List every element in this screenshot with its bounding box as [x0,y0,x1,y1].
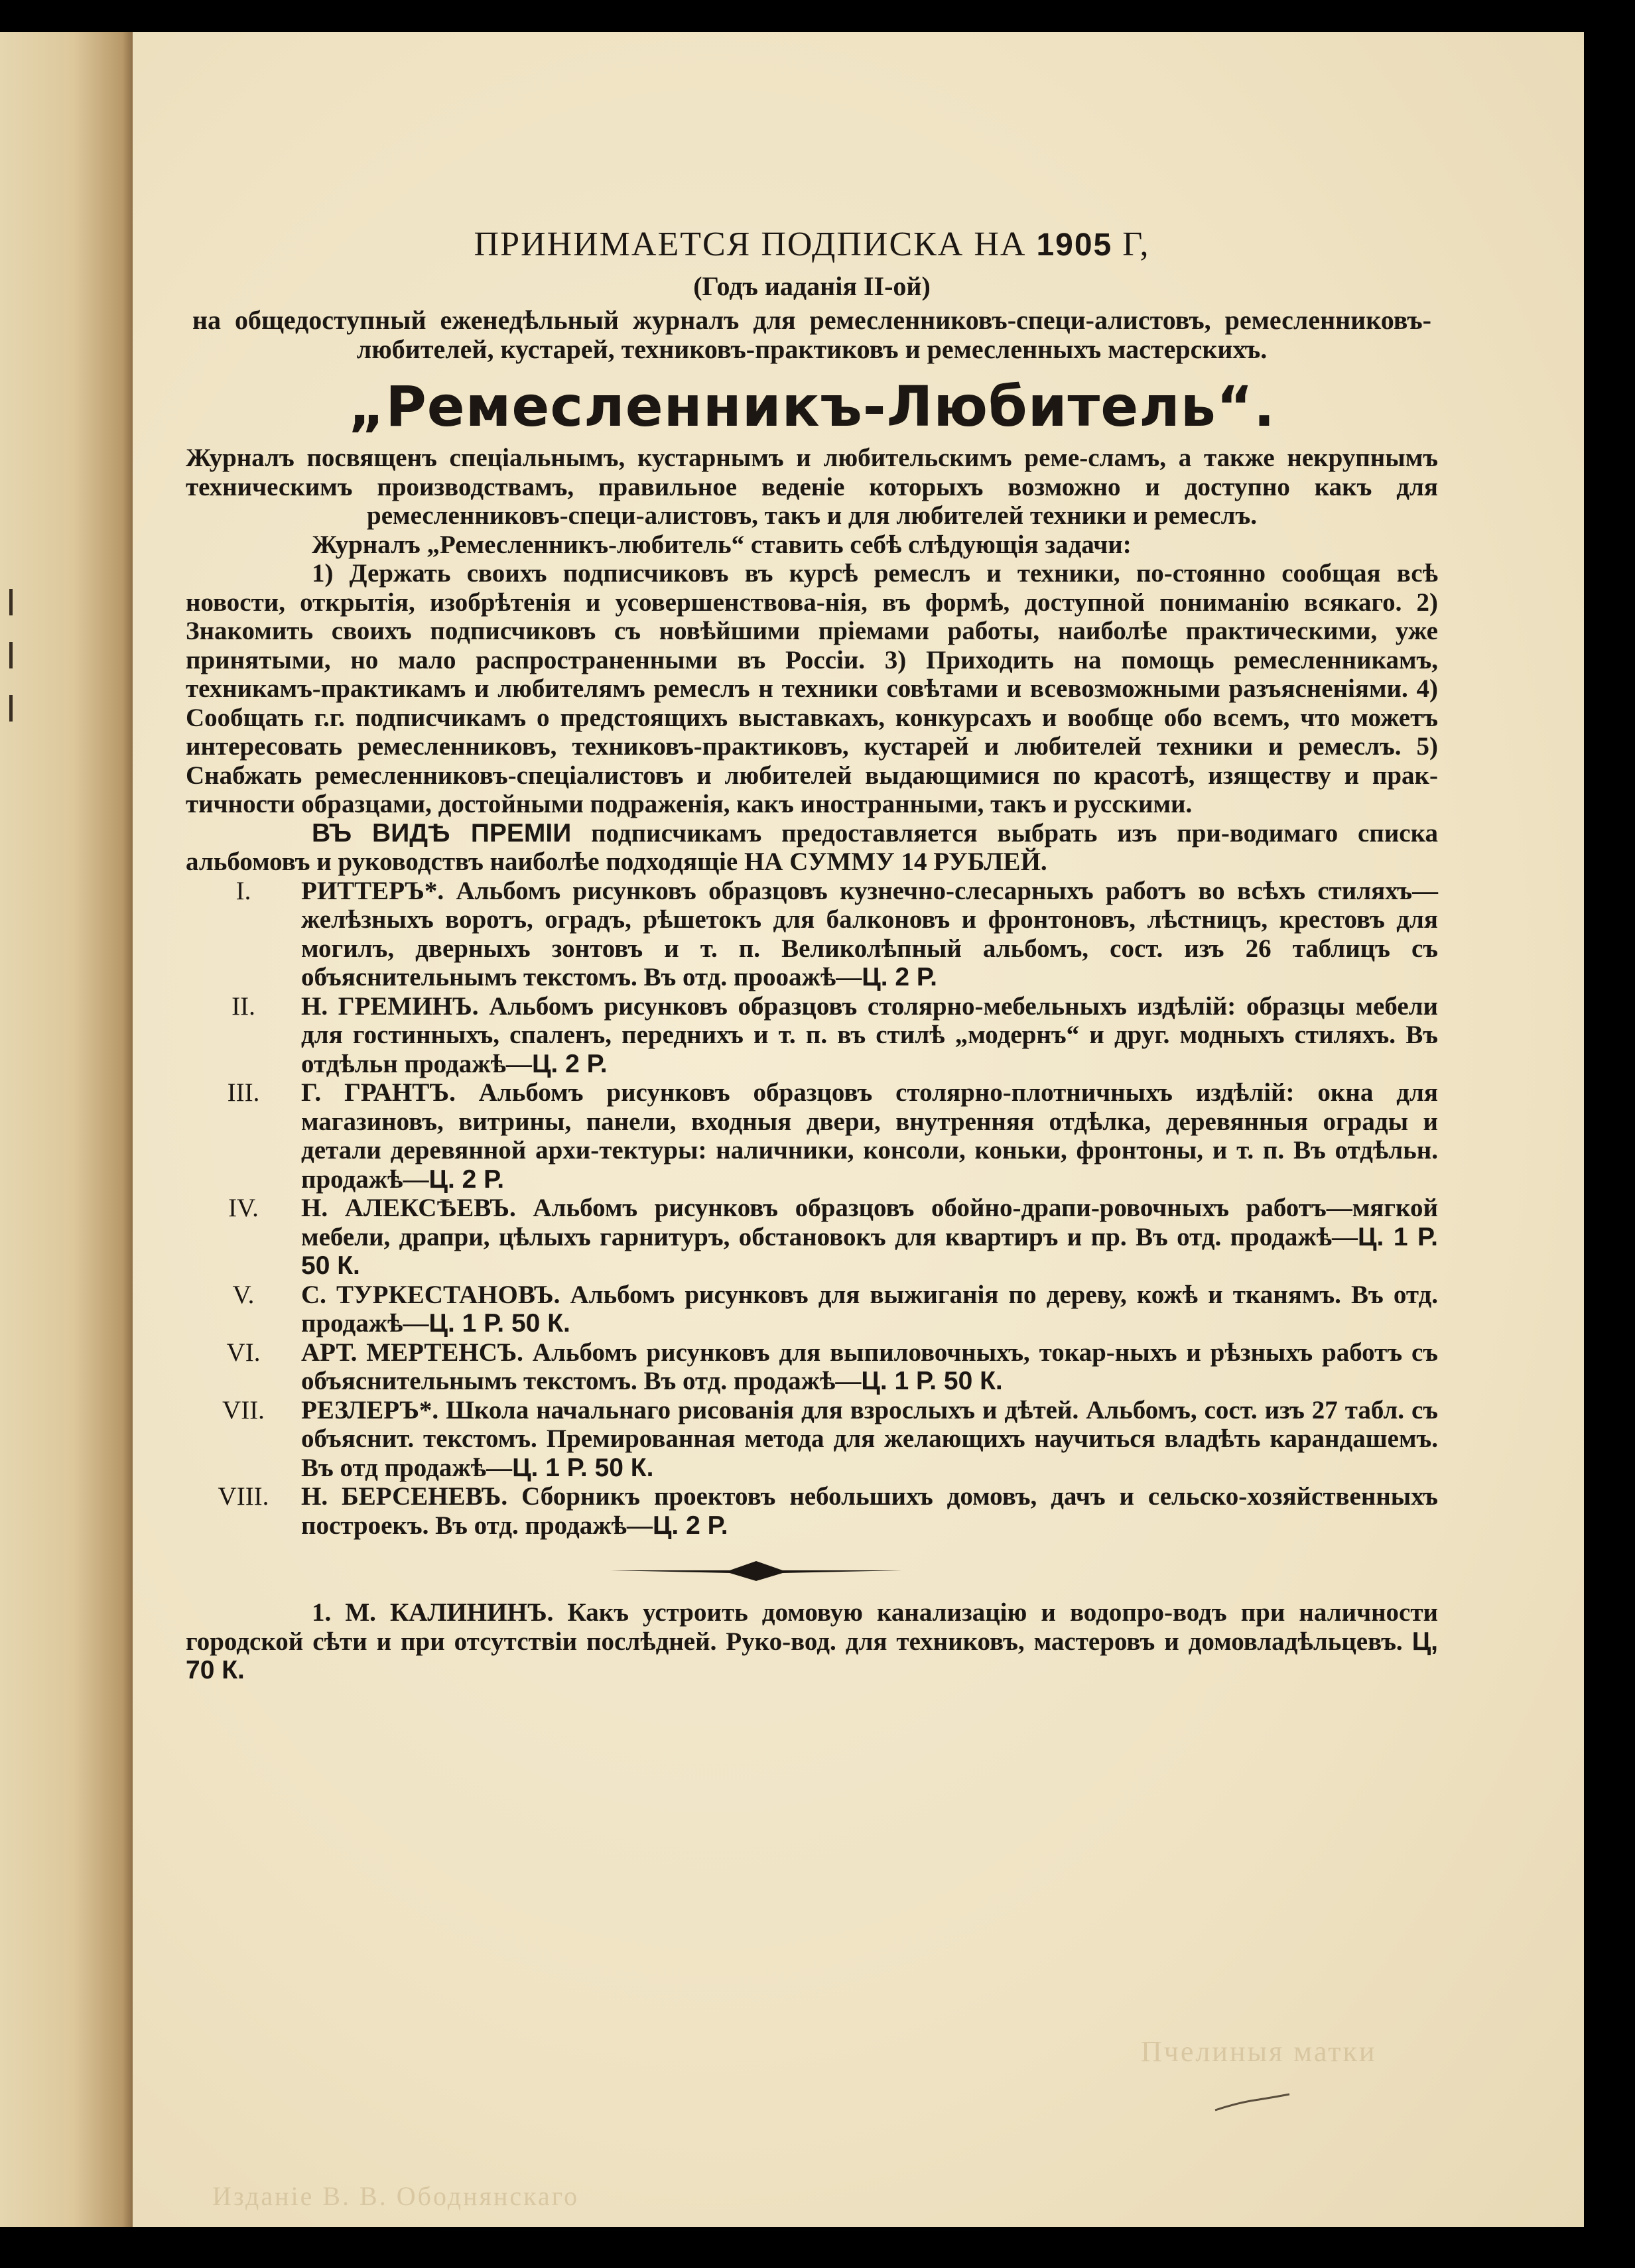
diamond-rule-icon [610,1556,902,1585]
premium-label: ВЪ ВИДѢ ПРЕМІИ [312,818,572,848]
book-entry: 1. М. КАЛИНИНЪ. Какъ устроить домовую канализацію и водопро-водъ при наличности городской сѣти и при отсутствіи послѣдней. Руко-вод. для техниковъ, мастеровъ и домовладѣльцевъ. Ц, 70 К. [186,1598,1439,1684]
adjacent-page-edge [0,32,133,2227]
tasks-paragraph: 1) Держать своихъ подписчиковъ въ курсѣ ремеслъ и техники, по-стоянно сообщая всѣ новости, открытія, изобрѣтенія и усовершенствова-нія, въ формѣ, доступной пониманію всякаго. 2) Знакомить своихъ подписчиковъ съ новѣйшими пріемами работы, наиболѣе практическими, уже принятыми, но мало распространенными въ Россіи. 3) Приходить на помощь ремесленникамъ, техникамъ-практикамъ и любителямъ ремеслъ н техники совѣтами и всевозможными разъясненіями. 4) Сообщать г.г. подписчикамъ о предстоящихъ выставкахъ, конкурсахъ и вообще обо всемъ, что можетъ интересовать ремесленниковъ, техниковъ-практиковъ, кустарей и любителей техники и ремеслъ. 5) Снабжать ремесленниковъ-спеціалистовъ и любителей выдающимися по красотѣ, изяществу и прак-тичности образцами, достойными подраженія, какъ иностранными, такъ и русскими. [186,559,1438,818]
list-item: II. Н. ГРЕМИНЪ. Альбомъ рисунковъ образцовъ столярно-мебельныхъ издѣлій: образцы мебели для гостинныхъ, спаленъ, переднихъ и т. п. въ стилѣ „модернъ“ и друг. модныхъ стиляхъ. Въ отдѣльн продажѣ—Ц. 2 Р. [231,991,1438,1078]
list-item: IV. Н. АЛЕКСѢЕВЪ. Альбомъ рисунковъ образцовъ обойно-драпи-ровочныхъ работъ—мягкой мебели, драпри, цѣлыхъ гарнитуръ, обстановокъ для квартиръ и пр. Въ отд. продажѣ—Ц. 1 Р. 50 К. [228,1194,1439,1280]
intro-text: на общедоступный еженедѣльный журналъ для ремесленниковъ-специ-алистовъ, ремесленниковъ-любителей, кустарей, техниковъ-практиковъ и ремесленныхъ мастерскихъ. [192,305,1431,364]
list-item: VIII. Н. БЕРСЕНЕВЪ. Сборникъ проектовъ небольшихъ домовъ, дачъ и сельско-хозяйственныхъ построекъ. Въ отд. продажѣ—Ц. 2 Р. [218,1482,1438,1540]
description-paragraph: Журналъ посвященъ спеціальнымъ, кустарнымъ и любительскимъ реме-сламъ, а также некрупнымъ техническимъ производствамъ, правильное веденіе которыхъ возможно и доступно какъ для ремесленниковъ-специ-алистовъ, такъ и для любителей техники и ремеслъ. [186,444,1438,530]
price: Ц. 1 Р. 50 К. [861,1367,1003,1395]
price: Ц. 1 Р. 50 К. [512,1453,654,1482]
edition-subheading: (Годъ иаданія II-ой) [693,271,931,301]
margin-mark [9,695,13,722]
list-item: VII. РЕЗЛЕРЪ*. Школа начальнаго рисованія для взрослыхъ и дѣтей. Альбомъ, сост. изъ 27 табл. съ объяснит. текстомъ. Премированная метода для желающихъ научиться владѣть карандашемъ. Въ отд продажѣ—Ц. 1 Р. 50 К. [222,1395,1438,1482]
year: 1905 [1036,227,1113,263]
margin-mark [9,642,13,668]
premium-paragraph: ВЪ ВИДѢ ПРЕМІИ подписчикамъ предоставляется выбрать изъ при-водимаго списка альбомовъ и руководствъ наиболѣе подходящіе НА СУММУ 14 РУБЛЕЙ. [186,818,1439,876]
pen-stroke-icon [1212,2090,1292,2117]
margin-mark [9,589,13,615]
tasks-lead: Журналъ „Ремесленникъ-любитель“ ставить себѣ слѣдующія задачи: [312,530,1132,559]
premium-list [186,877,1438,1541]
list-item: V. С. ТУРКЕСТАНОВЪ. Альбомъ рисунковъ для выжиганія по дереву, кожѣ и тканямъ. Въ отд. продажѣ—Ц. 1 Р. 50 К. [232,1280,1438,1338]
price: Ц, 70 К. [186,1627,1439,1684]
list-item: VI. АРТ. МЕРТЕНСЪ. Альбомъ рисунковъ для выпиловочныхъ, токар-ныхъ и рѣзныхъ работъ съ объяснительнымъ текстомъ. Въ отд. продажѣ—Ц. 1 Р. 50 К. [226,1338,1438,1395]
price: Ц. 2 Р. [652,1511,728,1540]
ornamental-divider [186,1548,1438,1594]
price: Ц. 2 Р. [531,1049,608,1078]
price: Ц. 1 Р. 50 К. [428,1309,570,1338]
price: Ц. 2 Р. [428,1165,505,1194]
page-content [186,172,1438,1685]
list-item: I. РИТТЕРЪ*. Альбомъ рисунковъ образцовъ кузнечно-слесарныхъ работъ во всѣхъ стиляхъ—желѣзныхъ воротъ, оградъ, рѣшетокъ для балконовъ и фронтоновъ, лѣстницъ, крестовъ для могилъ, дверныхъ зонтовъ и т. п. Великолѣпный альбомъ, сост. изъ 26 таблицъ съ объяснительнымъ текстомъ. Въ отд. проoажѣ—Ц. 2 Р. [235,876,1438,991]
bleed-through-text: Пчелиныя матки [1141,2035,1377,2068]
scanned-page [133,32,1584,2227]
bleed-through-text: Изданіе В. В. Ободнянскаго [212,2181,580,2211]
list-item: III. Г. ГРАНТЪ. Альбомъ рисунковъ образцовъ столярно-плотничныхъ издѣлій: окна для магазиновъ, витрины, панели, входныя двери, внутренняя отдѣлка, деревянныя ограды и детали деревянной архи-тектуры: наличники, консоли, коньки, фронтоны, и т. п. Въ отдѣльн. продажѣ—Ц. 2 Р. [227,1078,1438,1194]
price: Ц. 1 Р. 50 К. [301,1222,1439,1280]
journal-title: „Ремесленникъ-Любитель“. [348,374,1275,439]
price: Ц. 2 Р. [862,963,937,991]
subscription-heading: ПРИНИМАЕТСЯ ПОДПИСКА НА 1905 Г, [474,225,1150,263]
